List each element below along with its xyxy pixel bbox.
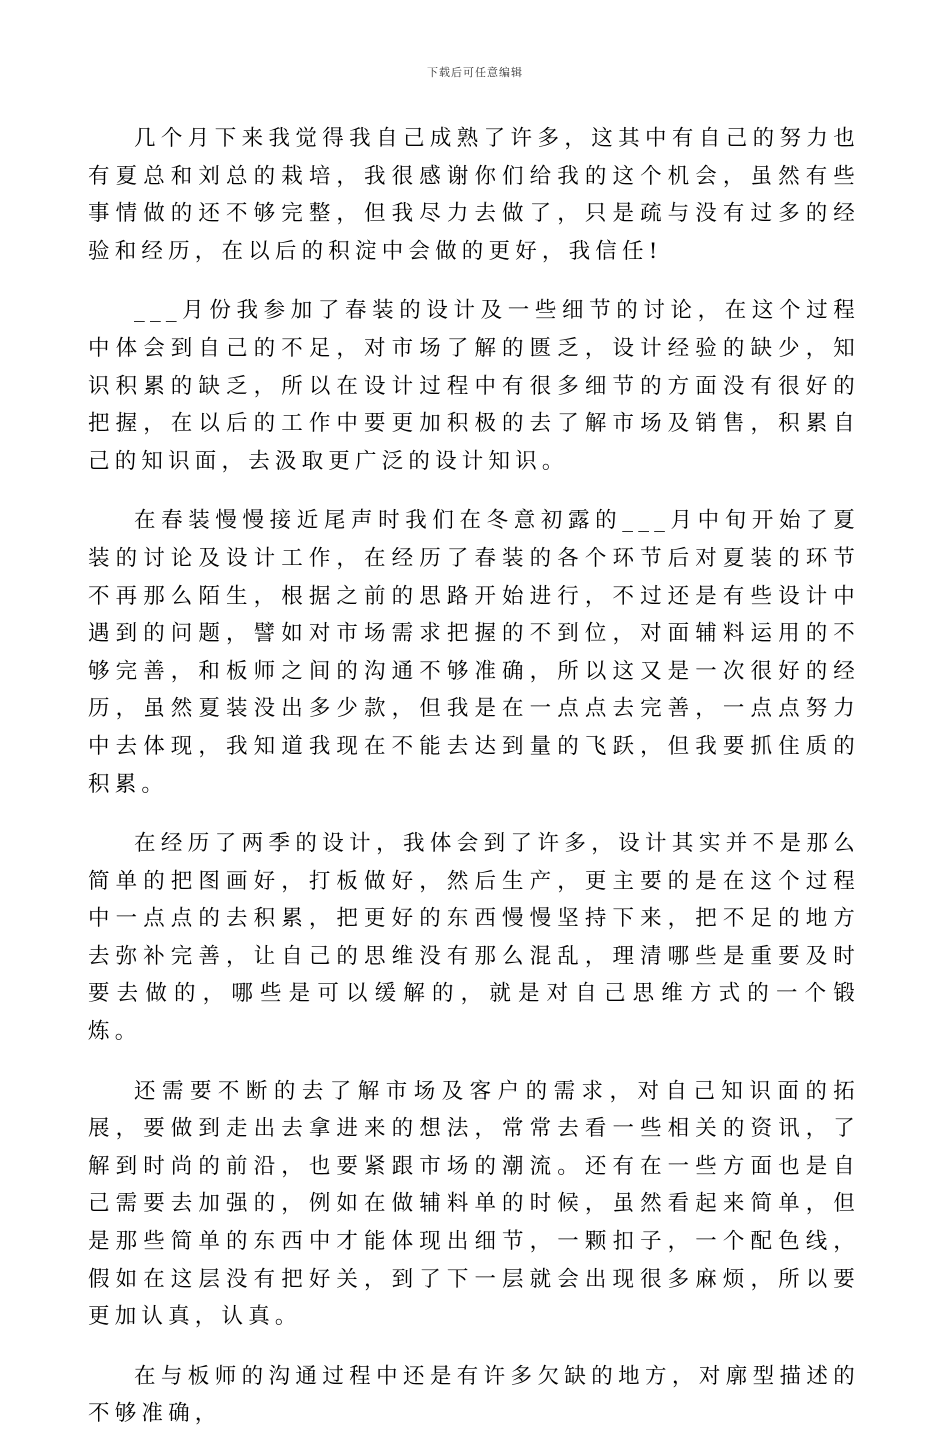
paragraph-5: 还需要不断的去了解市场及客户的需求，对自己知识面的拓展，要做到走出去拿进来的想法，常常去看一些相关的资讯，了解到时尚的前沿，也要紧跟市场的潮流。还有在一些方面也是自己需要去加强的，例如在做辅料单的时候，虽然看起来简单，但是那些简单的东西中才能体现出细节，一颗扣子，一个配色线，假如在这层没有把好关，到了下一层就会出现很多麻烦，所以要更加认真，认真。: [88, 1078, 860, 1330]
paragraph-1: 几个月下来我觉得我自己成熟了许多，这其中有自己的努力也有夏总和刘总的栽培，我很感谢你们给我的这个机会，虽然有些事情做的还不够完整，但我尽力去做了，只是疏与没有过多的经验和经历，在以后的积淀中会做的更好，我信任!: [88, 126, 860, 264]
document-body: [88, 120, 860, 1455]
page-header: 下载后可任意编辑: [427, 66, 523, 79]
paragraph-6: 在与板师的沟通过程中还是有许多欠缺的地方，对廓型描述的不够准确，: [88, 1363, 860, 1427]
paragraph-2: ___月份我参加了春装的设计及一些细节的讨论，在这个过程中体会到自己的不足，对市场了解的匮乏，设计经验的缺少，知识积累的缺乏，所以在设计过程中有很多细节的方面没有很好的把握，在以后的工作中要更加积极的去了解市场及销售，积累自己的知识面，去汲取更广泛的设计知识。: [88, 298, 860, 474]
paragraph-4: 在经历了两季的设计，我体会到了许多，设计其实并不是那么简单的把图画好，打板做好，然后生产，更主要的是在这个过程中一点点的去积累，把更好的东西慢慢坚持下来，把不足的地方去弥补完善，让自己的思维没有那么混乱，理清哪些是重要及时要去做的，哪些是可以缓解的，就是对自己思维方式的一个锻炼。: [88, 831, 860, 1045]
paragraph-3: 在春装慢慢接近尾声时我们在冬意初露的___月中旬开始了夏装的讨论及设计工作，在经历了春装的各个环节后对夏装的环节不再那么陌生，根据之前的思路开始进行，不过还是有些设计中遇到的问题，譬如对市场需求把握的不到位，对面辅料运用的不够完善，和板师之间的沟通不够准确，所以这又是一次很好的经历，虽然夏装没出多少款，但我是在一点点去完善，一点点努力中去体现，我知道我现在不能去达到量的飞跃，但我要抓住质的积累。: [88, 508, 860, 797]
